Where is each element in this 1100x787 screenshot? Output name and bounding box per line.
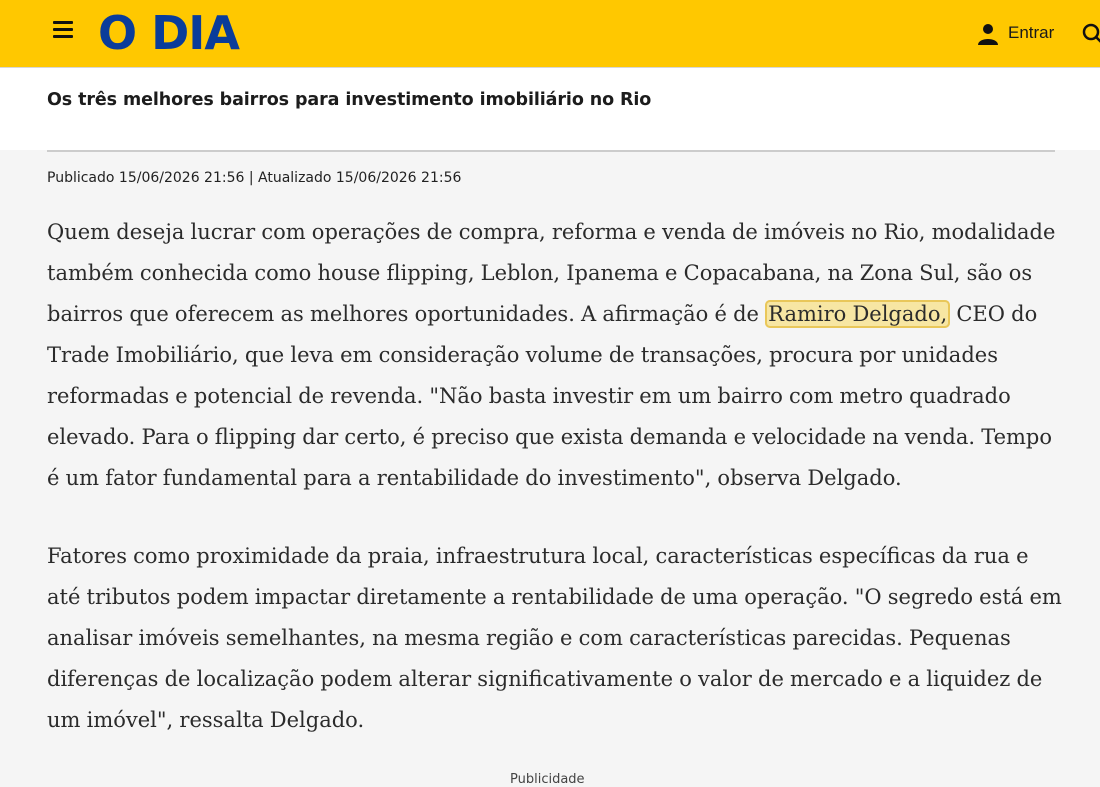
paragraph-2: Fatores como proximidade da praia, infraestrutura local, características específicas da rua e até tributos podem impactar diretamente a rentabilidade de uma operação. "O segredo está em analisar imóveis semelhantes, na mesma região e com características parecidas. Pequenas diferenças de localização podem alterar significativamente o valor de mercado e a liquidez de um imóvel", ressalta Delgado. bbox=[47, 544, 1062, 732]
paragraph-1-text-after: CEO do Trade Imobiliário, que leva em consideração volume de transações, procura por unidades reformadas e potencial de revenda. "Não basta investir em um bairro com metro quadrado elevado. Para o flipping dar certo, é preciso que exista demanda e velocidade na venda. Tempo é um fator fundamental para a rentabilidade do investimento", observa Delgado. bbox=[47, 302, 1053, 490]
search-icon[interactable] bbox=[1082, 23, 1100, 45]
highlighted-name-link[interactable]: Ramiro Delgado, bbox=[765, 300, 950, 328]
article-title: Os três melhores bairros para investimento imobiliário no Rio bbox=[47, 90, 652, 110]
login-button[interactable]: Entrar bbox=[1008, 23, 1055, 42]
site-header bbox=[0, 0, 1100, 67]
paragraph-1 bbox=[47, 212, 1067, 499]
ad-label: Publicidade bbox=[510, 772, 585, 787]
paragraph-1-text-before: Quem deseja lucrar com operações de compra, reforma e venda de imóveis no Rio, modalidade também conhecida como house flipping, Leblon, Ipanema e Copacabana, na Zona Sul, são os bairros que oferecem as melhores oportunidades. A afirmação é de bbox=[47, 220, 1056, 326]
site-logo[interactable]: O DIA bbox=[98, 6, 240, 60]
article-body bbox=[47, 212, 1067, 778]
title-divider bbox=[47, 150, 1055, 152]
user-icon[interactable] bbox=[976, 22, 1000, 46]
hamburger-menu-icon[interactable] bbox=[53, 21, 75, 39]
publish-date: Publicado 15/06/2026 21:56 | Atualizado 15/06/2026 21:56 bbox=[47, 170, 462, 186]
